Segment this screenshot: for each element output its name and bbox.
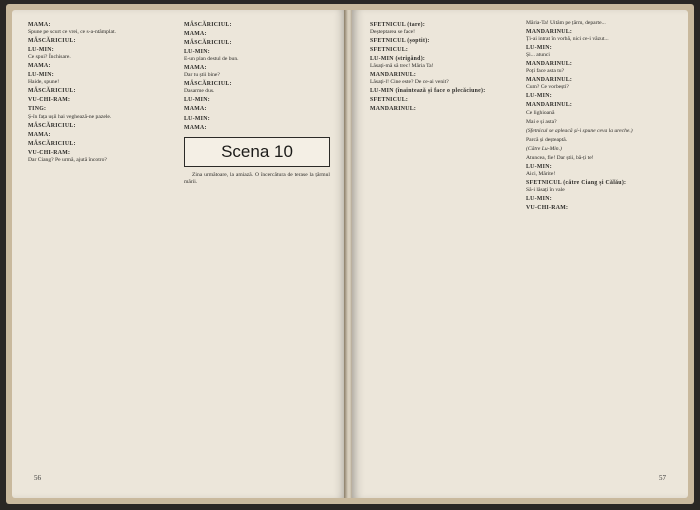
dialogue-block [526,164,672,178]
right-page [352,10,688,498]
speaker-name: TING: [28,106,47,113]
dialogue-block [28,141,174,148]
speaker-name: MAMA: [184,124,207,131]
dialogue-block [370,22,516,36]
dialogue-block [526,155,672,162]
dialogue-block [28,123,174,130]
speaker-name: MĂSCĂRICIUL: [184,22,232,28]
dialogue-line: Lăsați-mă să trec! Măria Ta! [370,63,434,70]
speaker-name: MANDARINUL: [526,102,573,109]
speaker-name: MANDARINUL: [526,61,573,68]
dialogue-line: Aici, Mărite! [526,170,556,177]
dialogue-block [526,137,672,144]
dialogue-block [526,20,672,27]
dialogue-block [184,81,330,95]
right-column-1 [370,20,516,470]
dialogue-line: Dasarme dus. [184,88,215,95]
speaker-name: VU-CHI-RAM: [526,205,569,212]
dialogue-block [526,146,672,153]
dialogue-line: Deșteptarea se face! [370,29,416,36]
speaker-name: LU-MIN: [526,195,552,202]
dialogue-line: Și... atunci [526,52,550,59]
speaker-name: MĂSCĂRICIUL: [184,81,232,88]
speaker-name: LU-MIN: [28,47,54,54]
dialogue-block [370,97,516,104]
speaker-name: MANDARINUL: [370,72,417,79]
speaker-name: VU-CHI-RAM: [28,149,71,156]
dialogue-block [370,88,516,95]
dialogue-block [184,49,330,63]
left-column-2 [184,20,330,470]
dialogue-line: Ce lighioană [526,109,555,116]
left-page [12,10,346,498]
dialogue-block [526,196,672,203]
dialogue-block [526,205,672,212]
speaker-name: MANDARINUL: [370,106,417,113]
book-spread [6,4,694,504]
dialogue-line: Să-i lăsați în vale [526,186,565,193]
dialogue-block [184,106,330,113]
dialogue-line: Haide, spune! [28,79,60,86]
speaker-name: SFETNICUL (șoptit): [370,38,430,45]
dialogue-block [526,180,672,194]
dialogue-block [28,150,174,164]
speaker-name: SFETNICUL: [370,47,409,54]
speaker-name: LU-MIN: [184,115,210,122]
speaker-name: MAMA: [28,22,51,28]
page-number-right: 57 [659,474,666,482]
dialogue-line: Mai e și asta? [526,118,557,125]
dialogue-block [28,22,174,36]
dialogue-block [370,38,516,45]
speaker-name: MĂSCĂRICIUL: [28,140,76,147]
dialogue-block [184,22,330,29]
dialogue-block [28,106,174,120]
speaker-name: LU-MIN: [526,45,552,52]
dialogue-line: Dar Ciang? Pe urmă, ajută încotro? [28,156,107,163]
dialogue-block [184,31,330,38]
dialogue-line: Parcă și deșteaptă. [526,136,568,143]
dialogue-line: Atuncea, fie! Dar știi, bă-ți te! [526,154,594,161]
dialogue-block [370,56,516,70]
speaker-name: MĂSCĂRICIUL: [28,122,76,129]
dialogue-line: Ș-în fața ușii hai veghează-ne pazele. [28,113,112,120]
speaker-name: LU-MIN: [184,49,210,56]
page-number-left: 56 [34,474,41,482]
dialogue-block [184,40,330,47]
speaker-name: MAMA: [184,31,207,38]
dialogue-block [526,29,672,43]
dialogue-line: Spune pe scurt ce vrei, ce s-a-ntâmplat. [28,29,116,36]
speaker-name: SFETNICUL (tare): [370,22,426,28]
speaker-name: VU-CHI-RAM: [28,97,71,104]
speaker-name: MĂSCĂRICIUL: [184,40,232,47]
dialogue-block [28,72,174,86]
speaker-name: MAMA: [184,65,207,72]
dialogue-block [184,116,330,123]
dialogue-line: Ce spui? Închisare. [28,54,71,61]
speaker-name: LU-MIN: [28,72,54,79]
dialogue-block [184,65,330,79]
speaker-name: SFETNICUL: [370,97,409,104]
dialogue-block [184,97,330,104]
dialogue-line: E-un plan destul de bun. [184,56,239,63]
dialogue-line: Ți-ai intrat în vorbă, nici ce-i văzut... [526,36,609,43]
dialogue-block [526,61,672,75]
speaker-name: MĂSCĂRICIUL: [28,88,76,95]
left-column-1 [28,20,174,470]
speaker-name: LU-MIN: [526,163,552,170]
dialogue-block [526,77,672,91]
speaker-name: MAMA: [184,106,207,113]
dialogue-block [28,38,174,45]
stage-direction: (Către Lu-Min.) [526,145,562,152]
speaker-name: LU-MIN: [184,97,210,104]
dialogue-block [526,93,672,100]
dialogue-line: Dar tu știi bine? [184,72,220,79]
dialogue-block [28,47,174,61]
stage-direction: (Sfetnicul se apleacă și-i spune ceva la ureche.) [526,127,633,134]
scene-heading: Scena 10 [184,137,330,167]
dialogue-block [526,128,672,135]
dialogue-line: Lăsați-l! Cine este? De ce-ai venit? [370,79,449,86]
dialogue-block [28,63,174,70]
dialogue-line: Cum? Ce vorbești? [526,84,569,91]
dialogue-block [28,97,174,104]
speaker-name: MAMA: [28,131,51,138]
speaker-name: MANDARINUL: [526,29,573,36]
dialogue-block [370,72,516,86]
dialogue-block [526,45,672,59]
speaker-name: MĂSCĂRICIUL: [28,38,76,45]
speaker-name: MAMA: [28,63,51,70]
speaker-name: LU-MIN (strigând): [370,56,426,63]
dialogue-block [526,119,672,126]
speaker-name: LU-MIN: [526,93,552,100]
dialogue-block [184,125,330,132]
right-column-2 [526,20,672,470]
dialogue-block [28,132,174,139]
dialogue-block [526,102,672,116]
dialogue-block [370,106,516,113]
speaker-name: LU-MIN (înaintează și face o plecăciune): [370,88,486,95]
speaker-name: SFETNICUL (către Ciang și Călău): [526,179,627,186]
dialogue-line: Poți face asta tu? [526,68,565,75]
speaker-name: MANDARINUL: [526,77,573,84]
dialogue-block [370,47,516,54]
dialogue-line: Măria-Ta! Uităm pe țărm, departe... [526,20,606,26]
dialogue-block [28,88,174,95]
stage-direction: Zina următoare, la amiază. O încercătura de terase la țărmul mării. [184,171,330,185]
